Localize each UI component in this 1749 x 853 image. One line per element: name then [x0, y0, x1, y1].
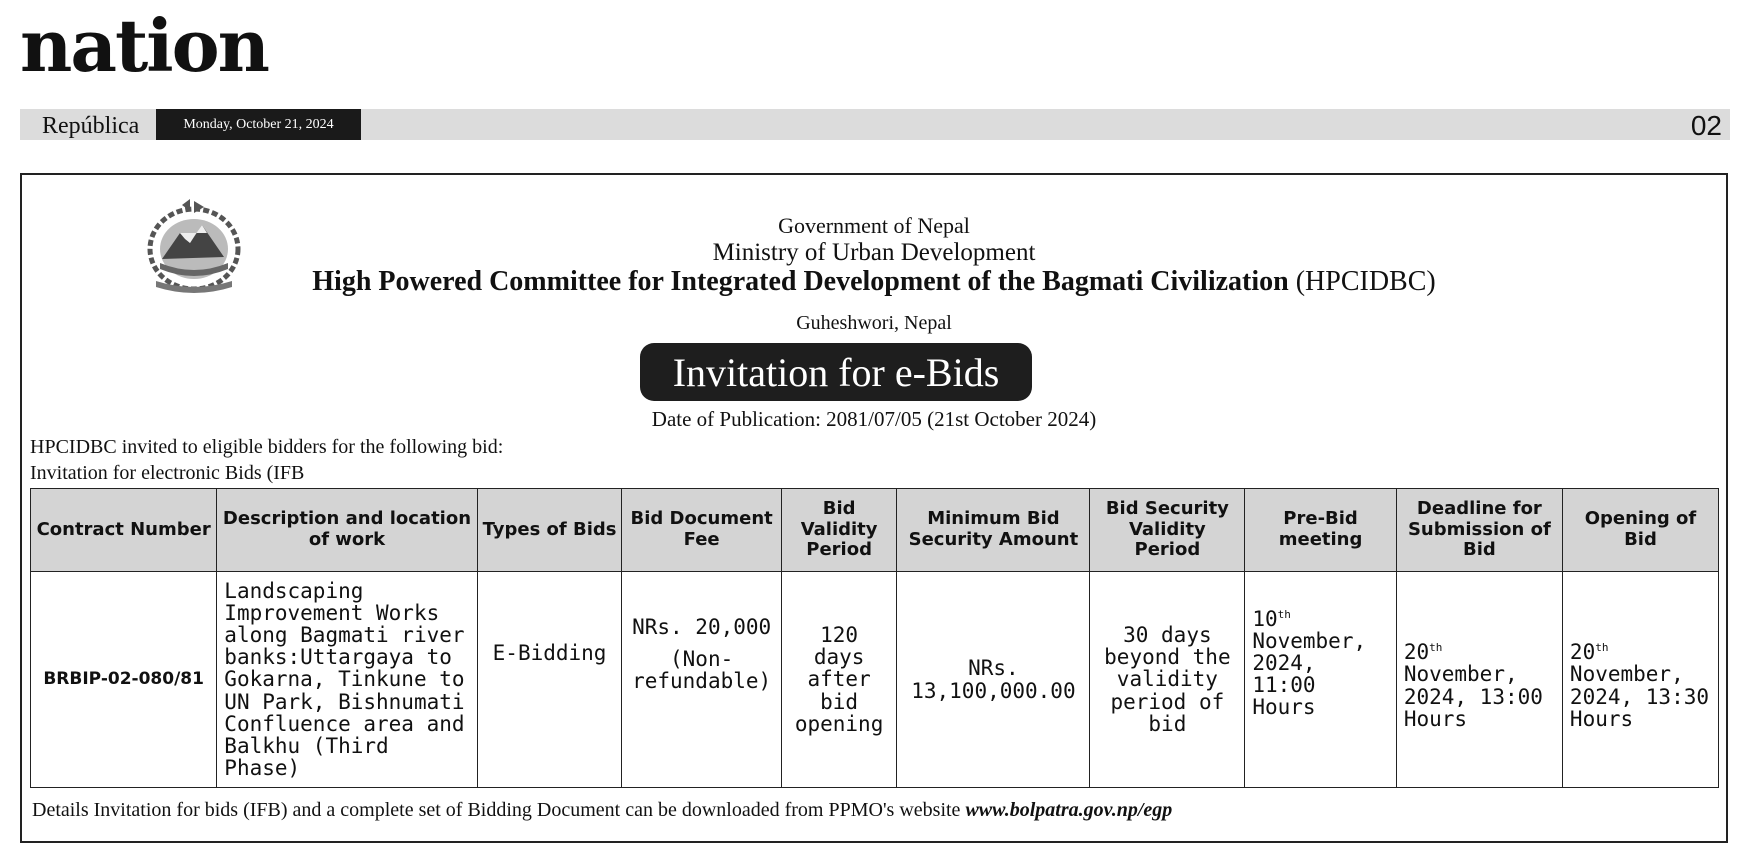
bid-table — [30, 488, 1719, 788]
fee-amount: NRs. 20,000 — [632, 615, 772, 639]
page-number: 02 — [1690, 110, 1722, 141]
bid-notice — [20, 173, 1728, 843]
header-bid-type: Types of Bids — [477, 489, 622, 572]
opening-suffix: th — [1595, 641, 1609, 655]
header-validity-period: Bid Validity Period — [781, 489, 897, 572]
intro-line-2: Invitation for electronic Bids (IFB — [30, 462, 305, 484]
intro-line-1: HPCIDBC invited to eligible bidders for the following bid: — [30, 436, 504, 458]
cell-document-fee — [622, 572, 781, 788]
header-bid-opening: Opening of Bid — [1562, 489, 1718, 572]
cell-validity-period: 120 days after bid opening — [781, 572, 897, 788]
cell-bid-type: E-Bidding — [477, 572, 622, 788]
opening-date: November, 2024, 13:30 Hours — [1569, 662, 1709, 731]
fee-note: (Non-refundable) — [632, 647, 772, 694]
header-document-fee: Bid Document Fee — [622, 489, 781, 572]
header-description: Description and location of work — [217, 489, 477, 572]
table-row — [31, 572, 1719, 788]
header-contract-number: Contract Number — [31, 489, 217, 572]
cell-security-amount: NRs. 13,100,000.00 — [897, 572, 1090, 788]
prebid-day: 10 — [1252, 607, 1278, 631]
deadline-suffix: th — [1429, 641, 1443, 655]
ministry-name: Ministry of Urban Development — [712, 239, 1036, 266]
deadline-day: 20 — [1403, 640, 1430, 665]
footer-text: Details Invitation for bids (IFB) and a complete set of Bidding Document can be downloaded from PPMO's website — [32, 799, 961, 821]
cell-description: Landscaping Improvement Works along Bagmati river banks:Uttargaya to Gokarna, Tinkune to UN Park, Bishnumati Confluence area and Balkhu (Third Phase) — [217, 572, 477, 788]
issue-date: Monday, October 21, 2024 — [156, 109, 361, 140]
prebid-suffix: th — [1277, 608, 1291, 621]
office-address: Guheshwori, Nepal — [796, 312, 952, 334]
deadline-date: November, 2024, 13:00 Hours — [1403, 662, 1543, 731]
section-masthead: nation — [20, 3, 268, 88]
committee-name: High Powered Committee for Integrated Development of the Bagmati Civilization — [312, 266, 1289, 297]
header-prebid-meeting: Pre-Bid meeting — [1245, 489, 1397, 572]
header-submission-deadline: Deadline for Submission of Bid — [1396, 489, 1562, 572]
header-bar — [20, 109, 1730, 140]
cell-prebid-meeting — [1245, 572, 1397, 788]
committee-heading — [22, 266, 1726, 298]
government-name: Government of Nepal — [778, 213, 970, 238]
publication-date: Date of Publication: 2081/07/05 (21st October 2024) — [651, 407, 1097, 431]
cell-contract-number: BRBIP-02-080/81 — [31, 572, 217, 788]
header-security-amount: Minimum Bid Security Amount — [897, 489, 1090, 572]
committee-abbr: (HPCIDBC) — [1295, 266, 1436, 297]
table-header-row — [31, 489, 1719, 572]
ppmo-website-link[interactable]: www.bolpatra.gov.np/egp — [965, 799, 1173, 821]
footer-note — [32, 799, 1172, 822]
cell-bid-opening — [1562, 572, 1718, 788]
newspaper-brand: República — [42, 113, 140, 139]
notice-title: Invitation for e-Bids — [640, 343, 1032, 401]
cell-submission-deadline — [1396, 572, 1562, 788]
prebid-date: November, 2024, 11:00 Hours — [1252, 629, 1367, 720]
header-security-validity: Bid Security Validity Period — [1090, 489, 1245, 572]
opening-day: 20 — [1569, 640, 1596, 665]
cell-security-validity: 30 days beyond the validity period of bid — [1090, 572, 1245, 788]
